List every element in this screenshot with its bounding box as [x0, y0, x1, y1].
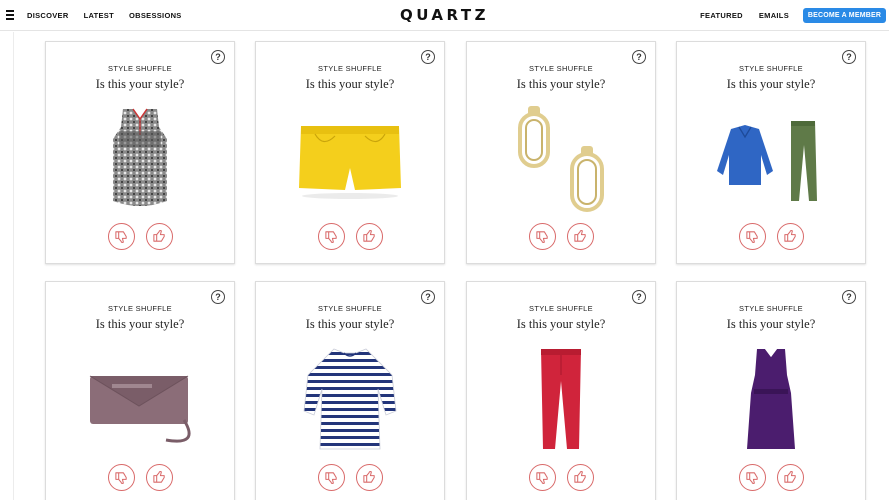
vote-buttons	[46, 464, 234, 491]
yellow-shorts-image	[256, 102, 444, 217]
help-icon[interactable]: ?	[421, 290, 435, 304]
dislike-button[interactable]	[108, 223, 135, 250]
thumbs-down-icon	[535, 470, 550, 485]
card-kicker: STYLE SHUFFLE	[739, 304, 803, 313]
thumbs-up-icon	[152, 229, 167, 244]
like-button[interactable]	[777, 464, 804, 491]
vote-buttons	[467, 223, 655, 250]
like-button[interactable]	[146, 223, 173, 250]
card-question: Is this your style?	[95, 77, 185, 91]
help-icon[interactable]: ?	[842, 50, 856, 64]
card-question: Is this your style?	[726, 317, 816, 331]
mauve-envelope-clutch-image	[46, 342, 234, 457]
nav-latest[interactable]: LATEST	[83, 11, 114, 20]
vote-buttons	[46, 223, 234, 250]
dislike-button[interactable]	[529, 464, 556, 491]
dislike-button[interactable]	[318, 223, 345, 250]
thumbs-down-icon	[745, 229, 760, 244]
help-icon[interactable]: ?	[211, 50, 225, 64]
style-shuffle-card	[466, 41, 656, 264]
card-kicker: STYLE SHUFFLE	[108, 64, 172, 73]
quartz-logo[interactable]: QUARTZ	[399, 6, 490, 24]
style-shuffle-card	[676, 41, 866, 264]
style-shuffle-card	[466, 281, 656, 500]
vote-buttons	[256, 464, 444, 491]
dislike-button[interactable]	[318, 464, 345, 491]
help-icon[interactable]: ?	[842, 290, 856, 304]
thumbs-up-icon	[362, 229, 377, 244]
thumbs-down-icon	[324, 229, 339, 244]
card-kicker: STYLE SHUFFLE	[529, 304, 593, 313]
red-skinny-pants-image	[467, 342, 655, 457]
card-question: Is this your style?	[305, 77, 395, 91]
card-kicker: STYLE SHUFFLE	[529, 64, 593, 73]
secondary-nav	[700, 11, 789, 21]
like-button[interactable]	[777, 223, 804, 250]
thumbs-up-icon	[783, 229, 798, 244]
become-a-member-button[interactable]: BECOME A MEMBER	[803, 8, 886, 23]
card-kicker: STYLE SHUFFLE	[108, 304, 172, 313]
vote-buttons	[677, 464, 865, 491]
dislike-button[interactable]	[739, 464, 766, 491]
card-question: Is this your style?	[516, 317, 606, 331]
thumbs-up-icon	[573, 229, 588, 244]
thumbs-up-icon	[573, 470, 588, 485]
thumbs-down-icon	[535, 229, 550, 244]
primary-nav	[27, 11, 182, 21]
thumbs-up-icon	[152, 470, 167, 485]
like-button[interactable]	[567, 223, 594, 250]
like-button[interactable]	[146, 464, 173, 491]
style-shuffle-card	[255, 41, 445, 264]
hamburger-menu-icon[interactable]	[6, 10, 14, 20]
card-question: Is this your style?	[95, 317, 185, 331]
card-question: Is this your style?	[305, 317, 395, 331]
card-question: Is this your style?	[726, 77, 816, 91]
dislike-button[interactable]	[108, 464, 135, 491]
style-shuffle-card	[45, 41, 235, 264]
vote-buttons	[256, 223, 444, 250]
thumbs-down-icon	[114, 229, 129, 244]
card-question: Is this your style?	[516, 77, 606, 91]
like-button[interactable]	[356, 464, 383, 491]
dislike-button[interactable]	[529, 223, 556, 250]
like-button[interactable]	[567, 464, 594, 491]
style-shuffle-card	[255, 281, 445, 500]
striped-tunic-top-image	[256, 342, 444, 457]
blue-blouse-and-green-pants-image	[677, 102, 865, 217]
gold-hoop-earrings-image	[467, 102, 655, 217]
nav-discover[interactable]: DISCOVER	[27, 11, 69, 20]
style-shuffle-grid	[0, 32, 889, 500]
thumbs-down-icon	[114, 470, 129, 485]
thumbs-up-icon	[362, 470, 377, 485]
thumbs-up-icon	[783, 470, 798, 485]
nav-obsessions[interactable]: OBSESSIONS	[129, 11, 182, 20]
vote-buttons	[467, 464, 655, 491]
style-shuffle-card	[676, 281, 866, 500]
site-header	[0, 0, 889, 31]
patterned-sleeveless-top-image	[46, 102, 234, 217]
help-icon[interactable]: ?	[632, 290, 646, 304]
thumbs-down-icon	[324, 470, 339, 485]
nav-emails[interactable]: EMAILS	[758, 11, 789, 20]
dislike-button[interactable]	[739, 223, 766, 250]
card-kicker: STYLE SHUFFLE	[739, 64, 803, 73]
nav-featured[interactable]: FEATURED	[700, 11, 743, 20]
like-button[interactable]	[356, 223, 383, 250]
thumbs-down-icon	[745, 470, 760, 485]
purple-dress-image	[677, 342, 865, 457]
vote-buttons	[677, 223, 865, 250]
card-kicker: STYLE SHUFFLE	[318, 304, 382, 313]
help-icon[interactable]: ?	[211, 290, 225, 304]
style-shuffle-card	[45, 281, 235, 500]
card-kicker: STYLE SHUFFLE	[318, 64, 382, 73]
help-icon[interactable]: ?	[421, 50, 435, 64]
help-icon[interactable]: ?	[632, 50, 646, 64]
